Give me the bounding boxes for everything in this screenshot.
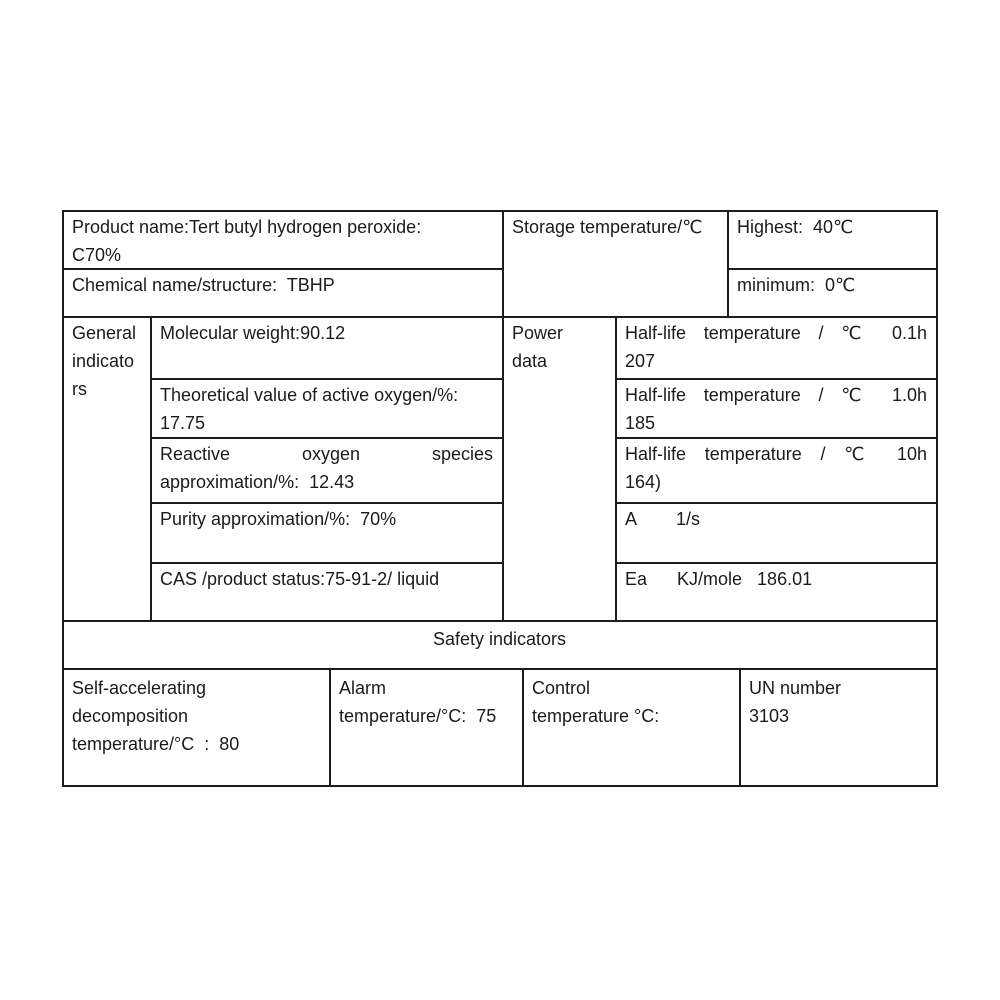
active-oxygen-theoretical-value: 17.75 [160,413,206,433]
minimum-temperature-text: minimum: 0℃ [737,275,856,295]
safety-indicators-header-cell [62,620,938,670]
alarm-temperature-cell [329,668,524,787]
alarm-temperature-label: Alarm [339,678,387,698]
safety-indicators-title: Safety indicators [432,629,567,649]
general-indicators-label-line: General [72,323,137,343]
cas-status-text: CAS /product status:75-91-2/ liquid [160,569,440,589]
half-life-1-0h-cell [615,378,938,439]
un-number-cell [739,668,938,787]
active-oxygen-approx-label: Reactive oxygen species [160,444,493,464]
storage-temperature-label: Storage temperature/℃ [512,217,703,237]
half-life-1-0h-value: 185 [625,413,656,433]
active-oxygen-theoretical-label: Theoretical value of active oxygen/%: [160,385,459,405]
active-oxygen-approx-cell [150,437,504,504]
half-life-10h-label: Half-life temperature / ℃ 10h [625,444,927,464]
sadt-label-line: decomposition [72,706,189,726]
product-name-text: Product name:Tert butyl hydrogen peroxide: [72,217,422,237]
un-number-label: UN number [749,678,842,698]
storage-temperature-cell [502,210,729,318]
minimum-temperature-cell [727,268,938,318]
power-data-label-line: data [512,351,548,371]
chemical-name-cell [62,268,504,318]
general-indicators-label-line: indicato [72,351,135,371]
alarm-temperature-value: temperature/°C: 75 [339,706,497,726]
power-data-header-cell [502,316,617,622]
half-life-0-1h-value: 207 [625,351,656,371]
half-life-0-1h-cell [615,316,938,380]
half-life-1-0h-label: Half-life temperature / ℃ 1.0h [625,385,927,405]
cas-status-cell [150,562,504,622]
activation-energy-cell [615,562,938,622]
active-oxygen-theoretical-cell [150,378,504,439]
general-indicators-header-cell [62,316,152,622]
control-temperature-cell [522,668,741,787]
control-temperature-value: temperature °C: [532,706,660,726]
chemical-name-text: Chemical name/structure: TBHP [72,275,335,295]
activation-energy-text: Ea KJ/mole 186.01 [625,569,813,589]
molecular-weight-cell [150,316,504,380]
highest-temperature-cell [727,210,938,270]
sadt-label-line: Self-accelerating [72,678,207,698]
pre-exponential-factor-cell [615,502,938,564]
purity-cell [150,502,504,564]
half-life-0-1h-label: Half-life temperature / ℃ 0.1h [625,323,927,343]
molecular-weight-text: Molecular weight:90.12 [160,323,346,343]
sadt-value-line: temperature/°C : 80 [72,734,240,754]
half-life-10h-cell [615,437,938,504]
product-name-cell [62,210,504,270]
purity-text: Purity approximation/%: 70% [160,509,397,529]
active-oxygen-approx-value: approximation/%: 12.43 [160,472,355,492]
control-temperature-label: Control [532,678,591,698]
highest-temperature-text: Highest: 40℃ [737,217,854,237]
half-life-10h-value: 164) [625,472,662,492]
un-number-value: 3103 [749,706,790,726]
sadt-cell [62,668,331,787]
product-concentration-text: C70% [72,245,122,265]
general-indicators-label-line: rs [72,379,87,399]
power-data-label-line: Power [512,323,564,343]
pre-exponential-factor-text: A 1/s [625,509,701,529]
